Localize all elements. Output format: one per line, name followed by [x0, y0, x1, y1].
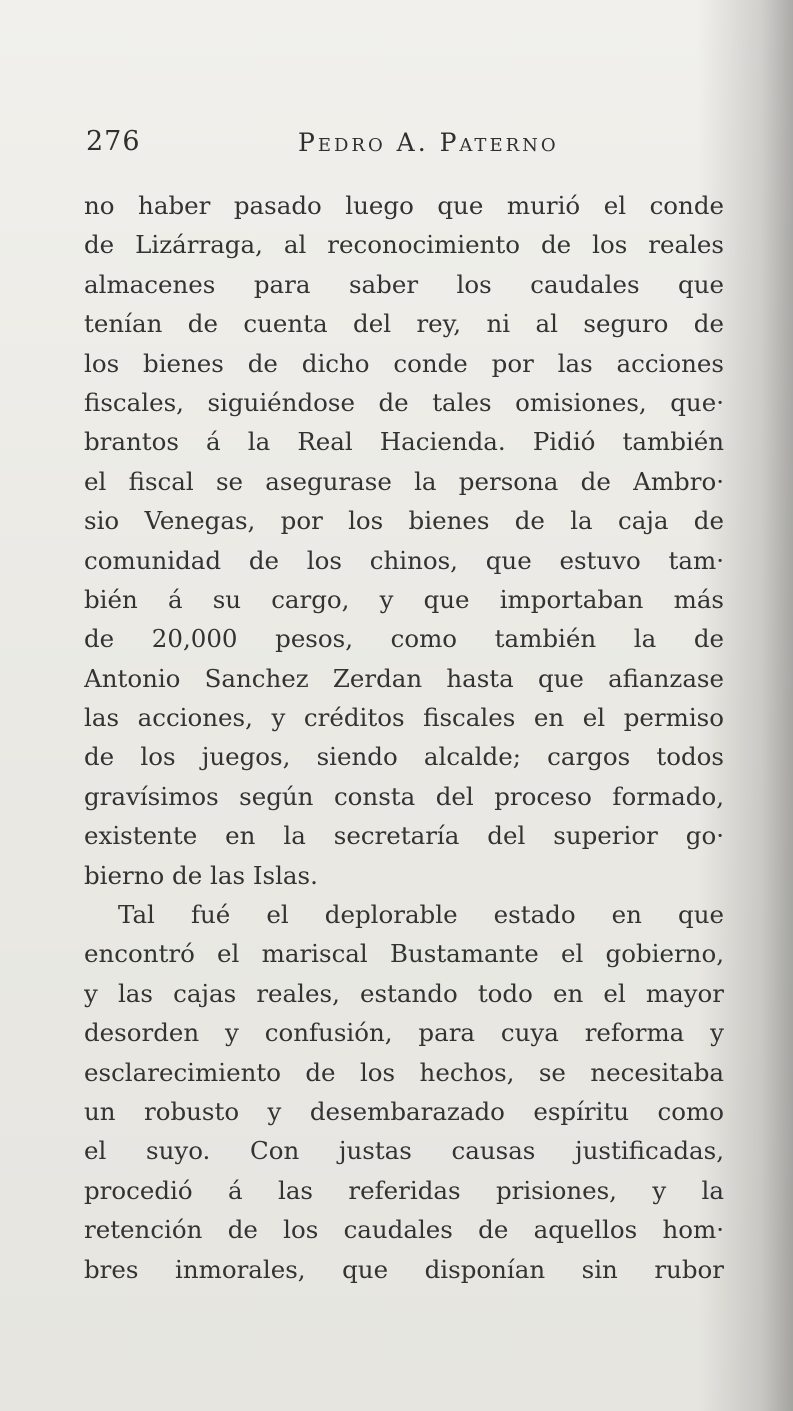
text-line: de Lizárraga, al reconocimiento de los reales — [84, 230, 724, 260]
text-line: retención de los caudales de aquellos hom· — [84, 1215, 724, 1245]
body-text — [84, 186, 724, 1289]
text-line: esclarecimiento de los hechos, se necesitaba — [84, 1057, 724, 1087]
paragraph — [84, 895, 724, 1289]
text-line: sio Venegas, por los bienes de la caja de — [84, 506, 724, 536]
running-head: Pedro A. Paterno — [298, 128, 559, 157]
text-line: los bienes de dicho conde por las acciones — [84, 348, 724, 378]
text-line: almacenes para saber los caudales que — [84, 269, 724, 299]
paragraph — [84, 186, 724, 895]
text-line: de 20,000 pesos, como también la de — [84, 624, 724, 654]
text-line: existente en la secretaría del superior go· — [84, 821, 724, 851]
text-line: procedió á las referidas prisiones, y la — [84, 1175, 724, 1205]
text-line: comunidad de los chinos, que estuvo tam· — [84, 545, 724, 575]
page-header — [86, 122, 726, 162]
text-line: las acciones, y créditos fiscales en el permiso — [84, 703, 724, 733]
text-line: un robusto y desembarazado espíritu como — [84, 1096, 724, 1126]
text-line: Tal fué el deplorable estado en que — [118, 900, 724, 930]
text-line: el fiscal se asegurase la persona de Ambro· — [84, 466, 724, 496]
page-number: 276 — [86, 126, 141, 157]
text-line: bierno de las Islas. — [84, 860, 318, 890]
text-line: bres inmorales, que disponían sin rubor — [84, 1254, 724, 1284]
text-line: brantos á la Real Hacienda. Pidió también — [84, 427, 724, 457]
text-line: Antonio Sanchez Zerdan hasta que afianzase — [84, 663, 724, 693]
text-line: desorden y confusión, para cuya reforma y — [84, 1018, 724, 1048]
text-line: bién á su cargo, y que importaban más — [84, 584, 724, 614]
text-line: de los juegos, siendo alcalde; cargos todos — [84, 742, 724, 772]
text-line: encontró el mariscal Bustamante el gobierno, — [84, 939, 724, 969]
text-line: y las cajas reales, estando todo en el mayor — [84, 978, 724, 1008]
text-line: gravísimos según consta del proceso formado, — [84, 781, 724, 811]
text-line: fiscales, siguiéndose de tales omisiones, que· — [84, 387, 724, 417]
text-line: tenían de cuenta del rey, ni al seguro de — [84, 309, 724, 339]
text-line: el suyo. Con justas causas justificadas, — [84, 1136, 724, 1166]
text-line: no haber pasado luego que murió el conde — [84, 191, 724, 220]
